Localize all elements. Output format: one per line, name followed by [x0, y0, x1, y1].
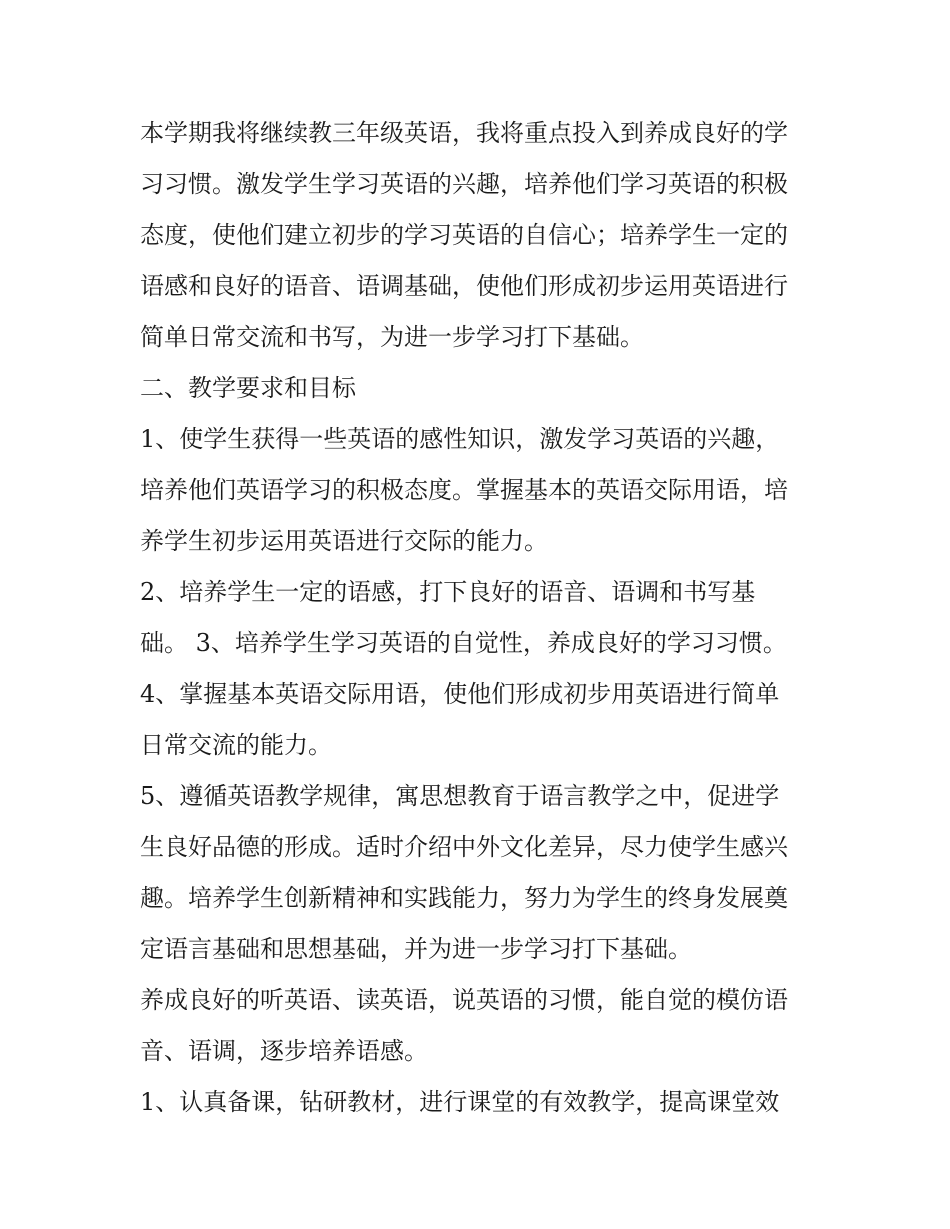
- text-line: 2、培养学生一定的语感，打下良好的语音、语调和书写基: [140, 578, 756, 606]
- text-line: 趣。培养学生创新精神和实践能力，努力为学生的终身发展奠: [140, 884, 788, 912]
- text-line: 1、认真备课，钻研教材，进行课堂的有效教学，提高课堂效: [140, 1088, 780, 1116]
- text-line: 础。 3、培养学生学习英语的自觉性，养成良好的学习习惯。: [140, 629, 787, 657]
- text-line: 本学期我将继续教三年级英语，我将重点投入到养成良好的学: [140, 119, 788, 147]
- text-line: 简单日常交流和书写，为进一步学习打下基础。: [140, 323, 644, 351]
- text-line: 养学生初步运用英语进行交际的能力。: [140, 527, 548, 555]
- text-line: 日常交流的能力。: [140, 731, 332, 759]
- section-heading: [140, 363, 820, 414]
- paragraph-item-5: [140, 771, 820, 975]
- text-line: 音、语调，逐步培养语感。: [140, 1037, 428, 1065]
- paragraph-intro: [140, 108, 820, 363]
- text-line: 1、使学生获得一些英语的感性知识，激发学习英语的兴趣，: [140, 425, 780, 453]
- paragraph-habits: [140, 975, 820, 1077]
- paragraph-item-4: [140, 669, 820, 771]
- text-line: 态度，使他们建立初步的学习英语的自信心；培养学生一定的: [140, 221, 788, 249]
- paragraph-item-1: [140, 414, 820, 567]
- paragraph-item-2-3: [140, 567, 820, 669]
- heading-text: 二、教学要求和目标: [140, 374, 356, 402]
- text-line: 4、掌握基本英语交际用语，使他们形成初步用英语进行简单: [140, 680, 780, 708]
- text-line: 5、遵循英语教学规律，寓思想教育于语言教学之中，促进学: [140, 782, 780, 810]
- text-line: 养成良好的听英语、读英语，说英语的习惯，能自觉的模仿语: [140, 986, 788, 1014]
- text-line: 定语言基础和思想基础，并为进一步学习打下基础。: [140, 935, 692, 963]
- document-body: [140, 108, 820, 1128]
- text-line: 生良好品德的形成。适时介绍中外文化差异，尽力使学生感兴: [140, 833, 788, 861]
- paragraph-measure-1: [140, 1077, 820, 1128]
- text-line: 语感和良好的语音、语调基础，使他们形成初步运用英语进行: [140, 272, 788, 300]
- text-line: 培养他们英语学习的积极态度。掌握基本的英语交际用语，培: [140, 476, 788, 504]
- text-line: 习习惯。激发学生学习英语的兴趣，培养他们学习英语的积极: [140, 170, 788, 198]
